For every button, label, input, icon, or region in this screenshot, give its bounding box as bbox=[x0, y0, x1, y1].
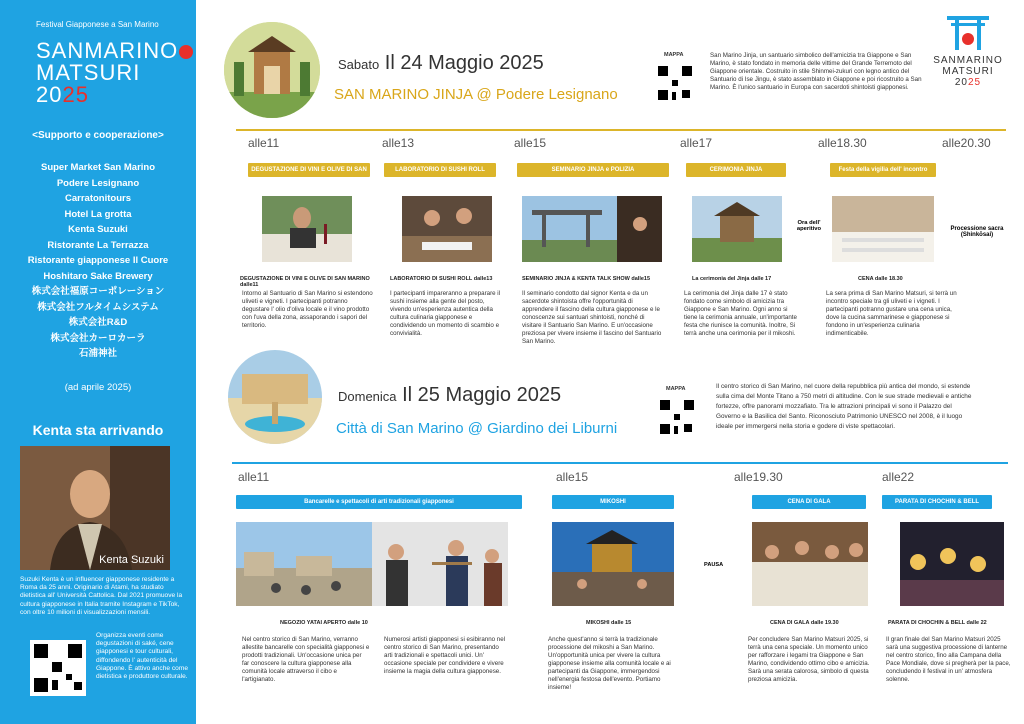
day1-event-label: Festa della vigilia dell' incontro bbox=[830, 163, 936, 177]
day1-time: alle13 bbox=[382, 136, 415, 150]
day1-mappa-label: MAPPA bbox=[664, 52, 684, 58]
sponsor-item: 石浦神社 bbox=[78, 348, 117, 359]
day1-event-label: DEGUSTAZIONE DI VINI E OLIVE DI SAN MARINO bbox=[248, 163, 370, 177]
day2-date-text: Il 25 Maggio 2025 bbox=[402, 384, 562, 406]
as-of-note: (ad aprile 2025) bbox=[64, 382, 132, 393]
day1-photo-sushi bbox=[402, 196, 492, 262]
day2-caption: NEGOZIO YATAI APERTO dalle 10 bbox=[280, 620, 368, 626]
brand-line2b: 25 bbox=[968, 77, 982, 88]
day2-desc: Per concludere San Marino Matsuri 2025, si terrà una cena speciale. Un momento unico per rafforzare i legami tra Giappone e San Marino, condividendo ottimo cibo e amicizia. Sarà una serata calorosa, simbolo di questa preziosa amicizia. bbox=[748, 636, 870, 683]
day2-time: alle11 bbox=[238, 470, 270, 484]
day1-caption: La cerimonia del Jinja dalle 17 bbox=[692, 276, 772, 282]
day1-event-label: LABORATORIO DI SUSHI ROLL bbox=[384, 163, 496, 177]
day1-event-label: CERIMONIA JINJA bbox=[686, 163, 786, 177]
day2-caption: MIKOSHI dalle 15 bbox=[586, 620, 632, 626]
day1-caption: LABORATORIO DI SUSHI ROLL dalle13 bbox=[390, 276, 493, 282]
day1-time: alle18.30 bbox=[818, 136, 867, 150]
sidebar-logo bbox=[36, 40, 193, 106]
day2-photo-performers bbox=[372, 522, 508, 606]
day2-desc: Il gran finale del San Marino Matsuri 2025 sarà una suggestiva processione di lanterne nel centro storico, fino alla Campana della Pace Mondiale, dove si pregherà per la pace, concludendo il festival in un' atmosfera solenne. bbox=[886, 636, 1011, 683]
day2-event-label: PARATA DI CHOCHIN & BELL bbox=[882, 495, 992, 509]
day2-date bbox=[338, 384, 561, 407]
day1-side-note: Ora dell' aperitivo bbox=[796, 220, 822, 232]
day2-photo-mikoshi bbox=[552, 522, 674, 606]
day1-side-note: Processione sacra (Shinkōsai) bbox=[950, 226, 1004, 238]
logo-year-b: 25 bbox=[62, 82, 89, 107]
day2-desc: Nel centro storico di San Marino, verranno allestite bancarelle con specialità giapponesi e prodotti tradizionali. Un'occasione unica per far conoscere la cultura giapponese alla comunità locale attraverso il cibo e l'artigianato. bbox=[242, 636, 370, 683]
logo-line1: SANMARINO bbox=[36, 38, 179, 63]
logo-line2: MATSURI bbox=[36, 60, 141, 85]
day2-garden-illustration bbox=[228, 350, 322, 444]
sponsor-item: 株式会社フルタイムシステム bbox=[37, 301, 159, 313]
day1-qr-code-icon[interactable] bbox=[656, 64, 694, 102]
day1-desc: La cerimonia del Jinja dalle 17 è stato fondato come simbolo di amicizia tra Giappone e San Marino. Ogni anno si tiene la cerimonia annuale, un'importante festa che riunisce la comunità. Inoltre, Si terrà anche una cerimonia per il mikoshi. bbox=[684, 290, 797, 337]
day1-desc: Intorno al Santuario di San Marino si estendono uliveti e vigneti. I partecipanti potranno degustare l' olio d'oliva locale e il vino prodotto con l'uva della zona, assaporando i sapori del territorio. bbox=[242, 290, 373, 329]
day1-photo-wine bbox=[262, 196, 352, 262]
day1-desc: I partecipanti impareranno a preparare il sushi insieme alla gente del posto, vivendo un'esperienza autentica della cultura culinaria giapponese e condividendo un momento di scambio e convivialità. bbox=[390, 290, 501, 337]
sponsor-item: Hoshitaro Sake Brewery bbox=[43, 270, 153, 282]
day2-event-label: MIKOSHI bbox=[552, 495, 674, 509]
shrine-icon bbox=[224, 22, 320, 118]
day2-info: Il centro storico di San Marino, nel cuore della repubblica più antica del mondo, si estende sulla cima del Monte Titano a 750 metri di altitudine. Con le sue strade medievali e antiche fortezze, offre panorami mozzafiato. Tra le attrazioni principali vi sono il Palazzo del Governo e la Basilica del Santo. Riconosciuto Patrimonio UNESCO nel 2008, è il luogo ideale per immergersi nella storia e godere di viste spettacolari. bbox=[716, 383, 972, 430]
sponsor-item: Hotel La grotta bbox=[64, 208, 132, 220]
day1-photo-seminar bbox=[522, 196, 662, 262]
day2-qr-code-icon[interactable] bbox=[658, 398, 696, 436]
sponsor-item: Super Market San Marino bbox=[40, 162, 156, 173]
kenta-photo bbox=[20, 446, 170, 570]
torii-icon bbox=[943, 12, 993, 50]
day2-timeline bbox=[232, 462, 1008, 464]
day1-time: alle20.30 bbox=[942, 136, 991, 150]
day1-photo-ceremony bbox=[692, 196, 782, 262]
kenta-bio: Suzuki Kenta è un influencer giapponese residente a Roma da 25 anni. Originario di Atami, ha studiato dietistica all' Università Cattolica. Dal 2021 promuove la cultura giapponese in Italia tramite Instagram e TikTok, con oltre 10 milioni di visualizzazioni mensili. bbox=[20, 576, 183, 616]
day2-event-label: CENA DI GALA bbox=[752, 495, 866, 509]
day1-time: alle11 bbox=[248, 136, 280, 150]
sponsor-item: Carratonitours bbox=[65, 193, 131, 204]
day2-desc: Numerosi artisti giapponesi si esibiranno nel centro storico di San Marino, presentando arti tradizionali e spettacoli unici. Un' occasione speciale per condividere e vivere insieme la magia della cultura giapponese. bbox=[384, 636, 506, 675]
day1-timeline bbox=[236, 129, 1006, 131]
day2-venue: Città di San Marino @ Giardino dei Liburni bbox=[336, 420, 618, 437]
day2-event-label: Bancarelle e spettacoli di arti tradizionali giapponesi bbox=[236, 495, 522, 509]
kenta-portrait-icon bbox=[20, 446, 170, 570]
logo-red-dot bbox=[179, 45, 193, 59]
day2-time: alle22 bbox=[882, 470, 915, 484]
sponsor-item: 株式会社カーロカーラ bbox=[50, 332, 146, 344]
day2-caption: CENA DI GALA dalle 19.30 bbox=[770, 620, 839, 626]
sponsor-item: Kenta Suzuki bbox=[68, 224, 128, 235]
day1-caption: SEMINARIO JINJA & KENTA TALK SHOW dalle15 bbox=[522, 276, 651, 282]
day2-photo-stalls bbox=[236, 522, 372, 606]
kenta-name: Kenta Suzuki bbox=[99, 554, 164, 566]
day1-desc: Il seminario condotto dal signor Kenta e da un sacerdote shintoista offre l'opportunità di apprendere il fascino della cultura giapponese e le conoscenze sui santuari shintoisti, nonché di visitare il Santuario San Marino. E un'occasione preziosa per vivere insieme il fascino del Santuario San Marino. bbox=[522, 290, 662, 345]
sponsor-item: Ristorante giapponese Il Cuore bbox=[27, 255, 169, 266]
day2-pausa: PAUSA bbox=[704, 562, 724, 568]
sponsor-item: 株式会社R&D bbox=[68, 317, 128, 328]
day1-caption: CENA dalle 18.30 bbox=[858, 276, 903, 282]
brand-logo bbox=[928, 12, 1008, 88]
day2-time: alle15 bbox=[556, 470, 589, 484]
day1-time: alle15 bbox=[514, 136, 547, 150]
sponsor-item: Ristorante La Terrazza bbox=[47, 239, 149, 251]
sponsor-list bbox=[0, 160, 196, 362]
day1-weekday: Sabato bbox=[338, 57, 380, 72]
day1-venue: SAN MARINO JINJA @ Podere Lesignano bbox=[334, 86, 618, 103]
support-title: <Supporto e cooperazione> bbox=[32, 130, 164, 141]
sponsor-item: 株式会社福原コーポレーション bbox=[31, 286, 165, 297]
logo-year-a: 20 bbox=[36, 82, 63, 107]
day1-caption: DEGUSTAZIONE DI VINI E OLIVE DI SAN MARINO dalle11 bbox=[240, 276, 370, 288]
garden-icon bbox=[228, 350, 322, 444]
sidebar bbox=[0, 0, 196, 724]
day1-desc: La sera prima di San Marino Matsuri, si terrà un incontro speciale tra gli uliveti e i vigneti. I partecipanti potranno gustare una cena unica, dove la cucina sammarinese e giapponese si fondono in un'esperienza culinaria indimenticabile. bbox=[826, 290, 957, 337]
day1-date-text: Il 24 Maggio 2025 bbox=[384, 52, 544, 74]
festival-label: Festival Giapponese a San Marino bbox=[36, 20, 159, 29]
day1-shrine-illustration bbox=[224, 22, 320, 118]
day2-caption: PARATA DI CHOCHIN & BELL dalle 22 bbox=[888, 620, 987, 626]
kenta-title: Kenta sta arrivando bbox=[32, 422, 164, 438]
day1-photo-dinner bbox=[832, 196, 934, 262]
day2-time: alle19.30 bbox=[734, 470, 783, 484]
sponsor-item: Podere Lesignano bbox=[56, 177, 140, 189]
day2-weekday: Domenica bbox=[338, 389, 397, 404]
day2-desc: Anche quest'anno si terrà la tradizionale processione del mikoshi a San Marino. Un'opportunità unica per vivere la cultura giapponese insieme alla comunità locale e ai partecipanti da Giappone, immergendosi nell'energia festosa dell'evento. Portiamo insieme! bbox=[548, 636, 671, 691]
brand-line2a: MATSURI 20 bbox=[942, 66, 994, 88]
kenta-bio-2: Organizza eventi come degustazioni di saké, cene giapponesi e tour culturali, diffondendo l' autenticità del Giappone. È attivo anche come dietistica e produttore culturale. bbox=[96, 632, 189, 681]
kenta-qr-code-icon[interactable] bbox=[30, 640, 86, 696]
day2-mappa-label: MAPPA bbox=[666, 386, 686, 392]
day1-event-label: SEMINARIO JINJA e POLIZIA bbox=[517, 163, 669, 177]
brand-line1: SANMARINO bbox=[933, 55, 1003, 66]
day1-date bbox=[338, 52, 544, 75]
day2-photo-lanterns bbox=[900, 522, 1004, 606]
day1-info: San Marino Jinja, un santuario simbolico dell'amicizia tra Giappone e San Marino, è stato fondato in memoria delle vittime del Grande Terremoto del Giappone orientale. Costruito in stile Shinmei-zukuri con legno antico del Santuario di Ise Jingu, è stato assemblato in Giappone e poi ricostruito a San Marino. È l'unico santuario in Europa con sacerdoti shintoisti giapponesi. bbox=[710, 52, 922, 91]
day2-photo-gala bbox=[752, 522, 868, 606]
day1-time: alle17 bbox=[680, 136, 713, 150]
